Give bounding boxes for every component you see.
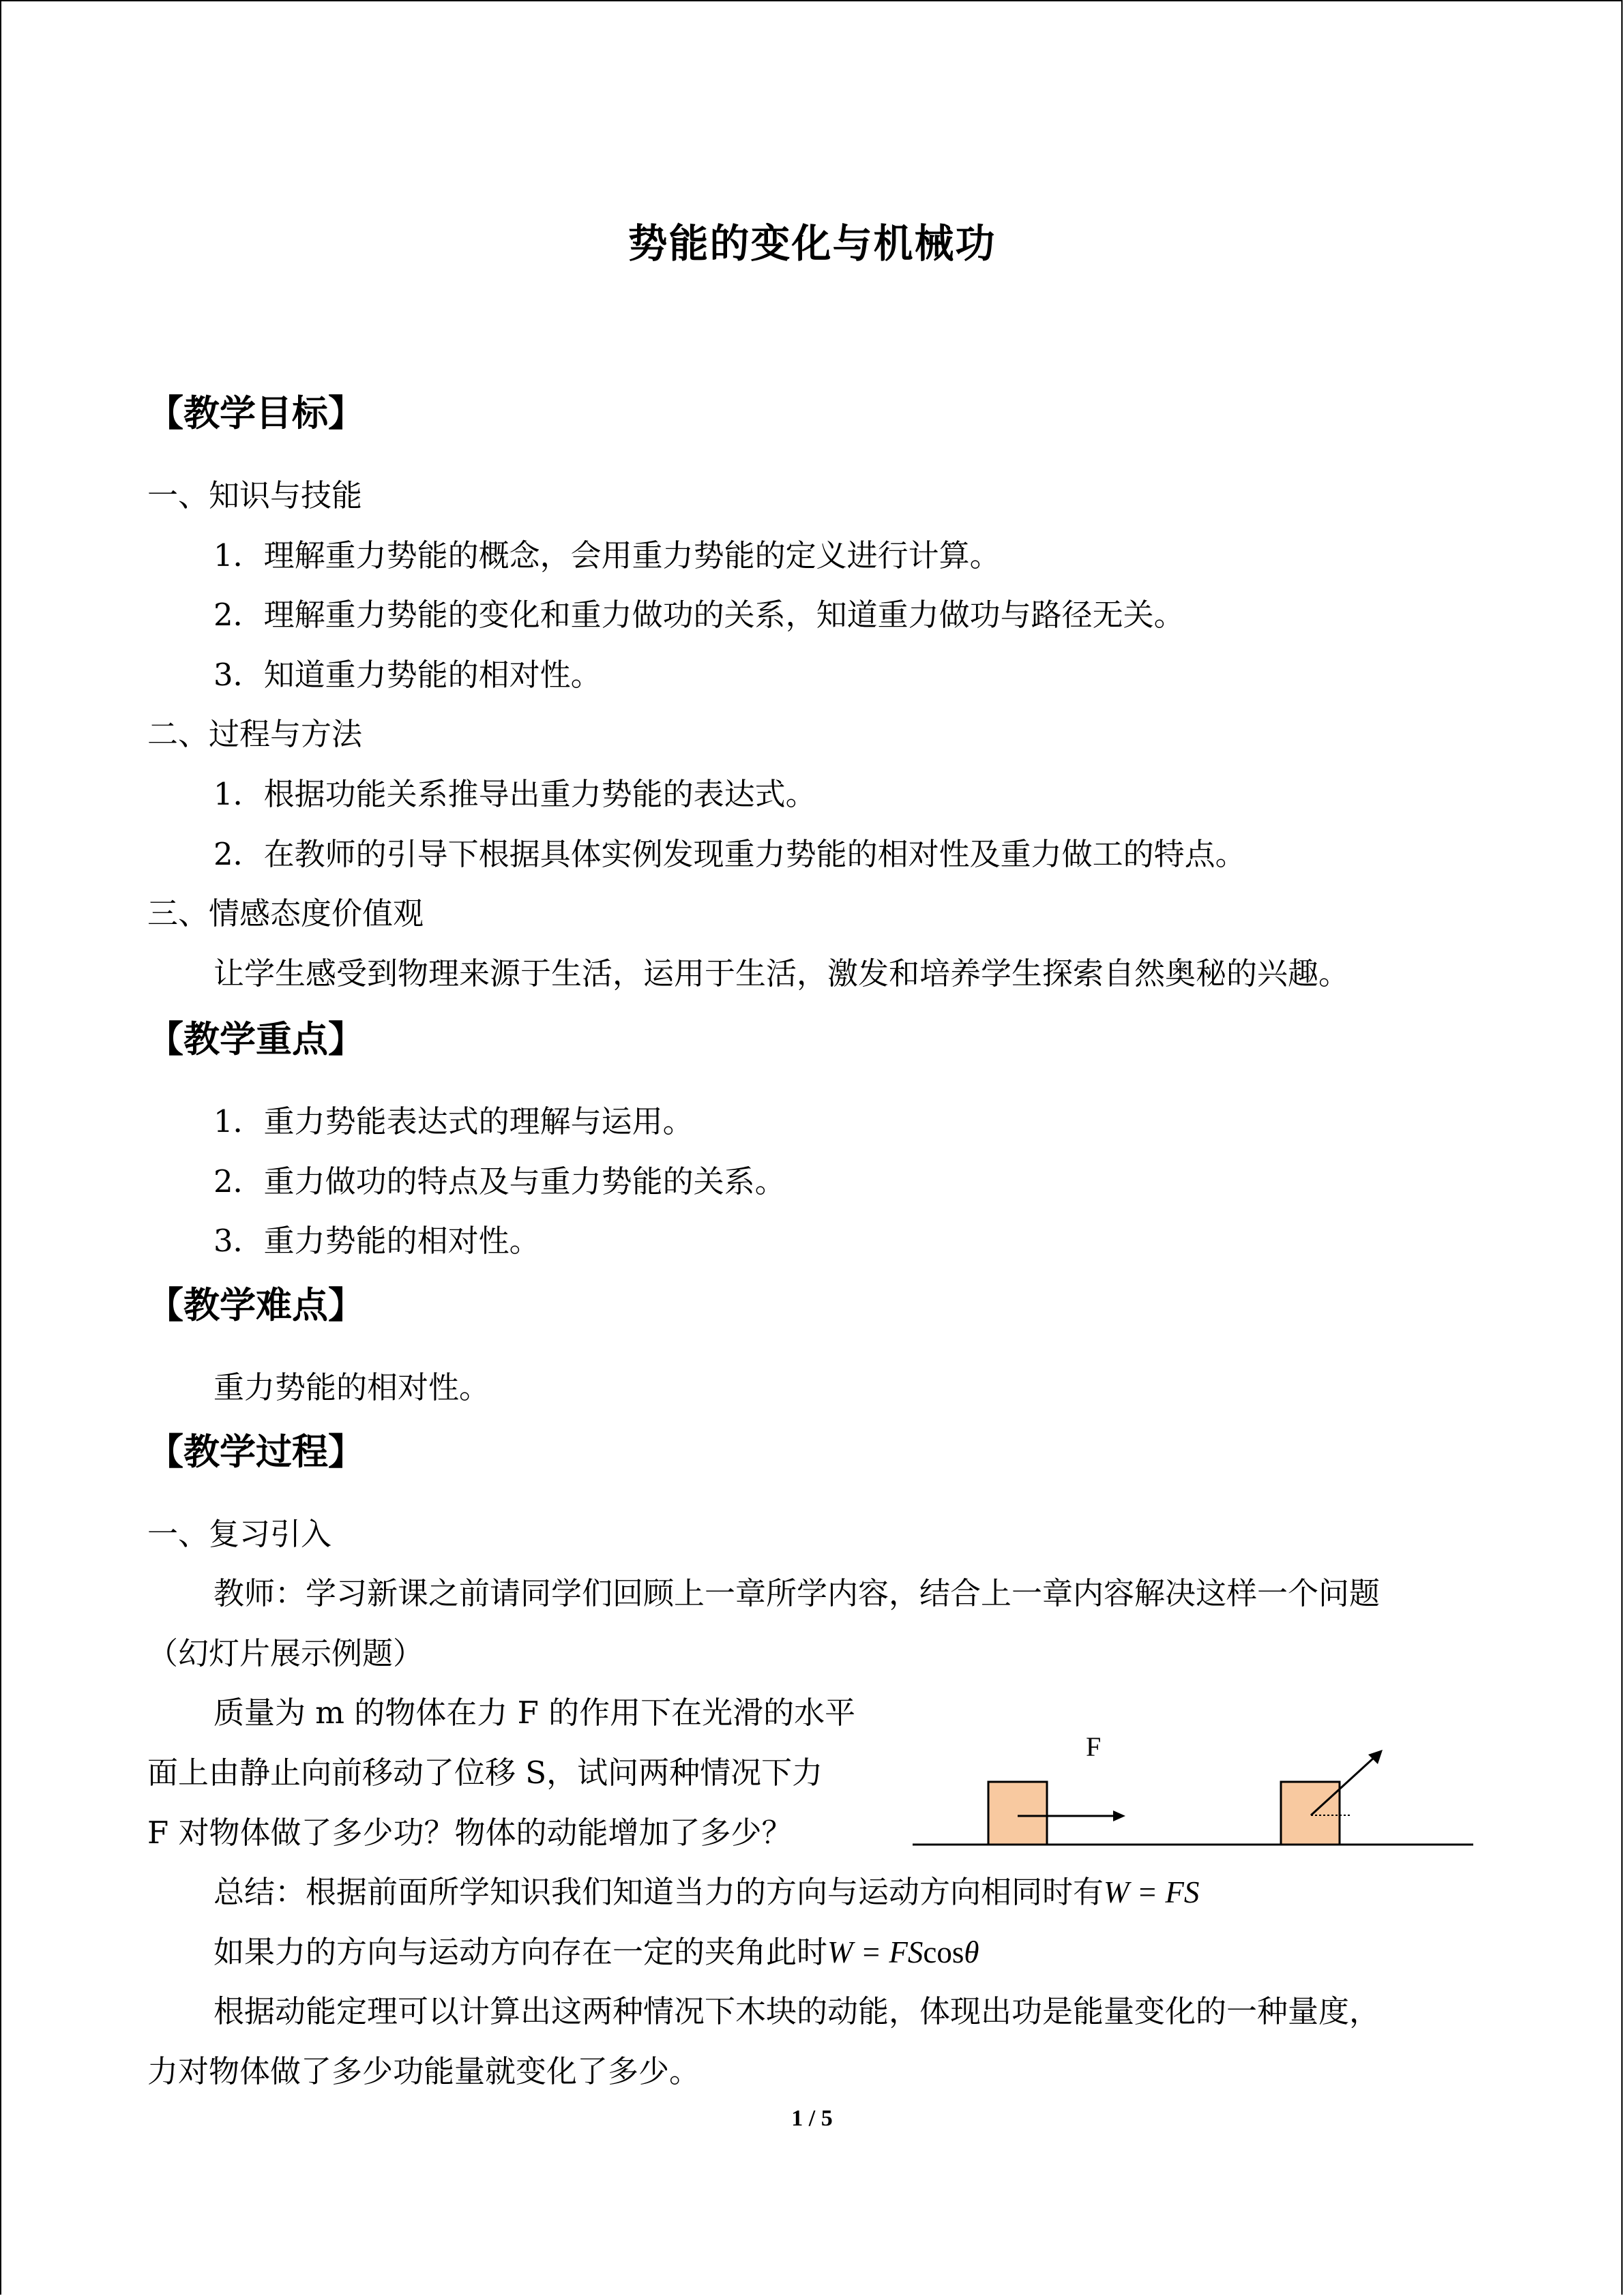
force-diagram [907, 1722, 1480, 1858]
summary-text: 总结：根据前面所学知识我们知道当力的方向与运动方向相同时有 [213, 1874, 1104, 1910]
process-item-1: 1．根据功能关系推导出重力势能的表达式。 [213, 776, 816, 812]
process-item-2: 2．在教师的引导下根据具体实例发现重力势能的相对性及重力做工的特点。 [213, 836, 1246, 872]
energy-line-1: 根据动能定理可以计算出这两种情况下木块的动能，体现出功是能量变化的一种量度， [213, 1993, 1381, 2029]
key-heading: 【教学重点】 [147, 1019, 364, 1060]
page-number: 1 / 5 [791, 2106, 833, 2131]
process-heading: 二、过程与方法 [147, 716, 363, 752]
energy-line-2: 力对物体做了多少功能量就变化了多少。 [147, 2053, 700, 2089]
angle-formula-w-fs: W = FS [827, 1935, 924, 1969]
emotion-heading: 三、情感态度价值观 [147, 895, 424, 931]
knowledge-item-2: 2．理解重力势能的变化和重力做功的关系，知道重力做功与路径无关。 [213, 597, 1185, 633]
angle-formula-cos: cos [923, 1935, 964, 1969]
angle-text: 如果力的方向与运动方向存在一定的夹角此时 [213, 1934, 828, 1970]
key-item-2: 2．重力做功的特点及与重力势能的关系。 [213, 1163, 786, 1199]
block-left [988, 1782, 1047, 1845]
knowledge-item-3: 3．知道重力势能的相对性。 [213, 657, 602, 693]
force-label: F [1086, 1731, 1102, 1762]
knowledge-heading: 一、知识与技能 [147, 477, 363, 513]
summary-line [213, 1872, 1199, 1913]
angle-formula-theta: θ [964, 1935, 979, 1969]
procedure-heading: 【教学过程】 [147, 1431, 364, 1473]
summary-formula: W = FS [1104, 1875, 1200, 1909]
emotion-text: 让学生感受到物理来源于生活，运用于生活，激发和培养学生探索自然奥秘的兴趣。 [213, 955, 1350, 992]
page-title: 势能的变化与机械功 [628, 220, 996, 267]
teacher-line-2: （幻灯片展示例题） [147, 1635, 424, 1671]
review-heading: 一、复习引入 [147, 1516, 332, 1552]
problem-line-3: F 对物体做了多少功？物体的动能增加了多少？ [147, 1815, 793, 1851]
knowledge-item-1: 1．理解重力势能的概念，会用重力势能的定义进行计算。 [213, 537, 1001, 573]
teacher-line-1: 教师：学习新课之前请同学们回顾上一章所学内容，结合上一章内容解决这样一个问题 [213, 1575, 1381, 1611]
problem-line-2: 面上由静止向前移动了位移 S，试问两种情况下力 [147, 1755, 823, 1791]
block-right [1281, 1782, 1340, 1845]
difficulty-heading: 【教学难点】 [147, 1285, 364, 1326]
difficulty-text: 重力势能的相对性。 [213, 1369, 490, 1405]
arrowhead-horizontal [1113, 1810, 1125, 1821]
goals-heading: 【教学目标】 [147, 393, 364, 434]
angle-line [213, 1932, 979, 1973]
problem-line-1: 质量为 m 的物体在力 F 的作用下在光滑的水平 [213, 1695, 856, 1731]
key-item-3: 3．重力势能的相对性。 [213, 1223, 540, 1259]
key-item-1: 1．重力势能表达式的理解与运用。 [213, 1103, 694, 1139]
